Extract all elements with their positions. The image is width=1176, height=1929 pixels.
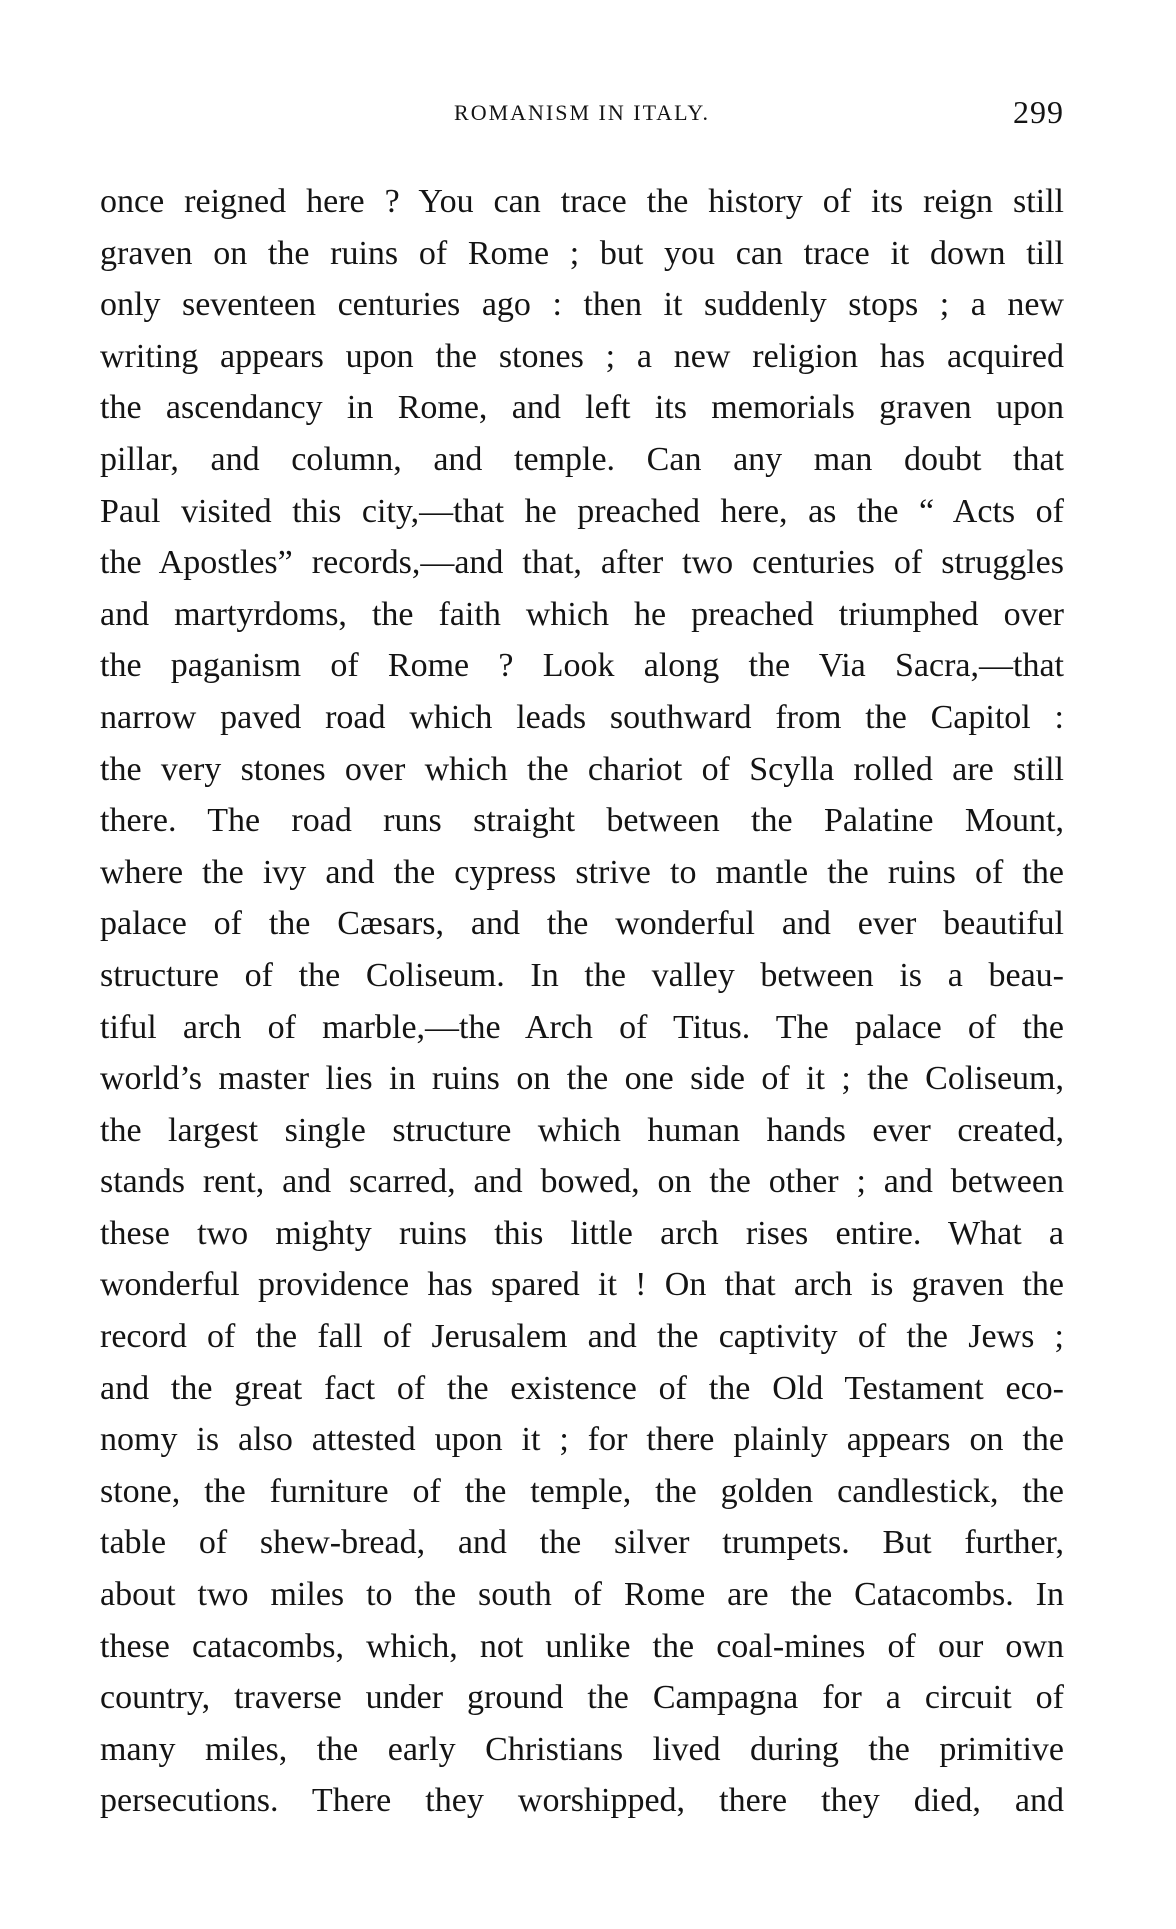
text-line: and martyrdoms, the faith which he preached triumphed over <box>100 595 1064 633</box>
text-line: persecutions. There they worshipped, there they died, and <box>100 1782 1064 1820</box>
text-line: the largest single structure which human hands ever created, <box>100 1111 1064 1149</box>
text-line: structure of the Coliseum. In the valley between is a beau- <box>100 956 1064 994</box>
text-line: country, traverse under ground the Campagna for a circuit of <box>100 1679 1064 1717</box>
text-line: world’s master lies in ruins on the one side of it ; the Coliseum, <box>100 1060 1064 1098</box>
text-line: narrow paved road which leads southward from the Capitol : <box>100 698 1064 736</box>
text-line: stone, the furniture of the temple, the golden candlestick, the <box>100 1472 1064 1510</box>
text-line: many miles, the early Christians lived during the primitive <box>100 1730 1064 1768</box>
text-line: these two mighty ruins this little arch rises entire. What a <box>100 1214 1064 1252</box>
text-line: about two miles to the south of Rome are the Catacombs. In <box>100 1576 1064 1614</box>
text-line: table of shew-bread, and the silver trumpets. But further, <box>100 1524 1064 1562</box>
text-line: graven on the ruins of Rome ; but you can trace it down till <box>100 234 1064 272</box>
text-line: Paul visited this city,—that he preached here, as the “ Acts of <box>100 492 1064 530</box>
text-line: and the great fact of the existence of the Old Testament eco- <box>100 1369 1064 1407</box>
text-line: where the ivy and the cypress strive to mantle the ruins of the <box>100 853 1064 891</box>
running-title: ROMANISM IN ITALY. <box>454 100 710 125</box>
text-line: once reigned here ? You can trace the history of its reign still <box>100 183 1064 220</box>
text-line: wonderful providence has spared it ! On that arch is graven the <box>100 1266 1064 1304</box>
text-line: palace of the Cæsars, and the wonderful and ever beautiful <box>100 905 1064 943</box>
text-line: tiful arch of marble,—the Arch of Titus. The palace of the <box>100 1008 1064 1046</box>
text-line: there. The road runs straight between the Palatine Mount, <box>100 802 1064 840</box>
running-head <box>100 94 1064 138</box>
text-line: the ascendancy in Rome, and left its memorials graven upon <box>100 389 1064 427</box>
text-line: these catacombs, which, not unlike the coal-mines of our own <box>100 1627 1064 1665</box>
text-line: record of the fall of Jerusalem and the captivity of the Jews ; <box>100 1318 1064 1356</box>
text-line: nomy is also attested upon it ; for there plainly appears on the <box>100 1421 1064 1459</box>
text-line: only seventeen centuries ago : then it suddenly stops ; a new <box>100 286 1064 324</box>
page-number: 299 <box>1013 94 1064 130</box>
text-line: pillar, and column, and temple. Can any man doubt that <box>100 440 1064 478</box>
body-text <box>100 176 1064 1827</box>
text-line: stands rent, and scarred, and bowed, on the other ; and between <box>100 1163 1064 1201</box>
text-line: the very stones over which the chariot of Scylla rolled are still <box>100 750 1064 788</box>
text-line: the paganism of Rome ? Look along the Via Sacra,—that <box>100 647 1064 685</box>
text-line: the Apostles” records,—and that, after two centuries of struggles <box>100 544 1064 582</box>
text-line: writing appears upon the stones ; a new religion has acquired <box>100 337 1064 375</box>
